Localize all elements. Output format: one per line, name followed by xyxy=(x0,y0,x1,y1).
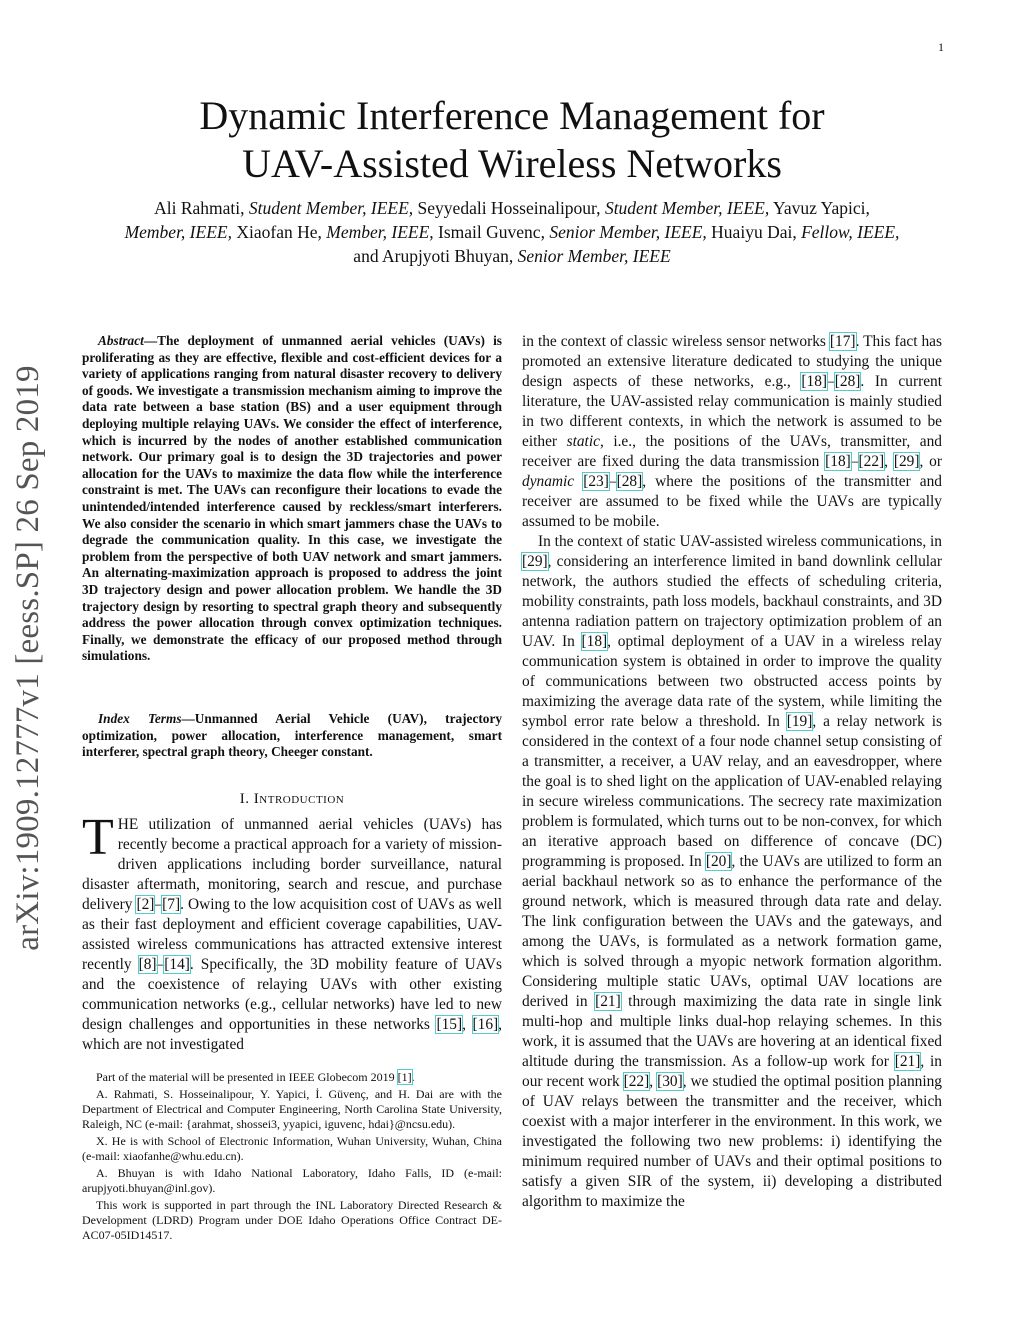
author-role: Senior Member, IEEE xyxy=(517,246,671,266)
citation-link[interactable]: [20] xyxy=(705,853,732,870)
arxiv-watermark: arXiv:1909.12777v1 [eess.SP] 26 Sep 2019 xyxy=(10,365,46,951)
citation-link[interactable]: [15] xyxy=(436,1016,463,1033)
author-role: Fellow, IEEE, xyxy=(801,222,900,242)
author-list xyxy=(85,196,939,268)
author-role: Member, IEEE, xyxy=(326,222,434,242)
text-run: . In current literature, the UAV-assisted relay communication is mainly studied in two different contexts, in which the network is assumed to be either xyxy=(522,373,942,450)
index-terms-label: Index Terms xyxy=(98,711,182,726)
text-run: – xyxy=(154,896,163,913)
citation-link[interactable]: [18] xyxy=(801,373,828,390)
text-run: , xyxy=(649,1073,658,1090)
text-run: – xyxy=(827,373,835,390)
footnotes xyxy=(82,1070,502,1245)
footnote: A. Bhuyan is with Idaho National Laboratory, Idaho Falls, ID (e-mail: arupjyoti.bhuyan@inl.gov). xyxy=(82,1166,502,1195)
text-run: , optimal deployment of a UAV in a wireless relay communication system is obtained in order to improve the quality of communications between two obstructed access points by maximizing the average data rate of the system, while limiting the symbol error rate below a threshold. In xyxy=(522,633,942,730)
text-run: . xyxy=(411,1070,415,1084)
citation-link[interactable]: [22] xyxy=(858,453,885,470)
author-name: Yavuz Yapici, xyxy=(772,198,870,218)
right-column xyxy=(522,332,942,1212)
abstract xyxy=(82,333,502,665)
text-run: , xyxy=(462,1016,473,1033)
author-role: Member, IEEE, xyxy=(124,222,232,242)
citation-link[interactable]: [19] xyxy=(786,713,813,730)
text-run: – xyxy=(850,453,859,470)
text-run: , considering an interference limited in band downlink cellular network, the authors studied the effects of scheduling criteria, mobility constraints, path loss models, backhaul constraints, and 3D antenna radiation pattern on trajectory optimization problem of an UAV. In xyxy=(522,553,942,650)
index-terms xyxy=(82,711,502,761)
citation-link[interactable]: [18] xyxy=(581,633,608,650)
author-name: Huaiyu Dai, xyxy=(711,222,797,242)
footnote: A. Rahmati, S. Hosseinalipour, Y. Yapici, İ. Güvenç, and H. Dai are with the Department of Electrical and Computer Engineering, North Carolina State University, Raleigh, NC (e-mail: {arahmat, shossei3, yyapici, iguvenc, hdai}@ncsu.edu). xyxy=(82,1087,502,1131)
text-run: HE utilization of unmanned aerial vehicles (UAVs) has recently become a practical approach for a variety of mission-driven applications including border surveillance, natural disaster aftermath, monitoring, search and rescue, and purchase delivery xyxy=(82,816,502,913)
author-role: Student Member, IEEE, xyxy=(248,198,414,218)
section-heading xyxy=(82,791,502,808)
text-run: , xyxy=(884,453,894,470)
emphasis: static xyxy=(566,433,600,450)
citation-link[interactable]: [17] xyxy=(829,333,856,350)
page-number: 1 xyxy=(938,40,944,54)
title-line-1: Dynamic Interference Management for xyxy=(199,93,825,138)
text-run: Part of the material will be presented in IEEE Globecom 2019 xyxy=(96,1070,398,1084)
paragraph xyxy=(522,332,942,532)
citation-link[interactable]: [18] xyxy=(825,453,851,470)
text-run: . Owing to the low acquisition cost of UAVs as well as their fast deployment and efficient coverage capabilities, UAV-assisted wireless communications has attracted extensive interest recently xyxy=(82,896,502,973)
text-run: , the UAVs are utilized to form an aerial backhaul network so as to enhance the performance of the ground network, which is measured through data rate and delay. The link configuration between the UAVs and the gateways, and among the UAVs, is formulated as a network formation game, which is solved through a myopic network formation algorithm. Considering multiple static UAVs, optimal UAV locations are derived in xyxy=(522,853,942,1010)
text-run: In the context of static UAV-assisted wireless communications, in xyxy=(538,533,942,550)
title-line-2: UAV-Assisted Wireless Networks xyxy=(242,141,782,186)
citation-link[interactable]: [29] xyxy=(893,453,920,470)
text-run: , or xyxy=(919,453,942,470)
author-name: Ali Rahmati, xyxy=(154,198,245,218)
text-run: . This fact has promoted an extensive literature dedicated to studying the unique design aspects of these networks, e.g., xyxy=(522,333,942,390)
citation-link[interactable]: [21] xyxy=(894,1053,921,1070)
author-name: Xiaofan He, xyxy=(236,222,322,242)
citation-link[interactable]: [7] xyxy=(162,896,181,913)
footnote: X. He is with School of Electronic Information, Wuhan University, Wuhan, China (e-mail: xiaofanhe@whu.edu.cn). xyxy=(82,1134,502,1163)
text-run: , a relay network is considered in the context of a four node channel setup consisting of a transmitter, a receiver, a UAV relay, and an eavesdropper, where the goal is to shed light on the application of UAV-enabled relaying in secure wireless communications. The secrecy rate maximization problem is formulated, which turns out to be non-convex, for which an iterative approach based on difference of concave (DC) programming is proposed. In xyxy=(522,713,942,870)
citation-link[interactable]: [21] xyxy=(595,993,621,1010)
drop-cap: T xyxy=(82,809,114,866)
emphasis: dynamic xyxy=(522,473,575,490)
text-run: – xyxy=(608,473,617,490)
text-run: , in our recent work xyxy=(522,1053,942,1090)
text-run: , where the positions of the transmitter and receiver are assumed to be fixed while the UAVs are typically assumed to be mobile. xyxy=(522,473,942,530)
author-role: Student Member, IEEE, xyxy=(604,198,770,218)
section-title: Introduction xyxy=(253,791,345,807)
paragraph xyxy=(522,532,942,1212)
text-run: . Specifically, the 3D mobility feature of UAVs and the coexistence of relaying UAVs with other existing communication networks (e.g., cellular networks) have led to new design challenges and opportunities in these networks xyxy=(82,956,502,1033)
citation-link[interactable]: [30] xyxy=(657,1073,683,1090)
citation-link[interactable]: [29] xyxy=(522,553,548,570)
citation-link[interactable]: [28] xyxy=(834,373,861,390)
text-run: in the context of classic wireless sensor networks xyxy=(522,333,830,350)
index-terms-body: —Unmanned Aerial Vehicle (UAV), trajectory optimization, power allocation, interference management, smart interferer, spectral graph theory, Cheeger constant. xyxy=(82,711,502,760)
citation-link[interactable]: [22] xyxy=(623,1073,650,1090)
footnote xyxy=(82,1070,502,1085)
text-run: , which are not investigated xyxy=(82,1016,503,1053)
intro-paragraph xyxy=(82,809,503,1055)
citation-link[interactable]: [1] xyxy=(397,1070,412,1084)
paper-title xyxy=(0,92,1024,188)
author-role: Senior Member, IEEE, xyxy=(549,222,707,242)
citation-link[interactable]: [2] xyxy=(136,896,155,913)
author-name: Ismail Guvenc, xyxy=(438,222,545,242)
citation-link[interactable]: [23] xyxy=(583,473,609,490)
author-name: Seyyedali Hosseinalipour, xyxy=(417,198,601,218)
citation-link[interactable]: [14] xyxy=(164,956,190,973)
abstract-label: Abstract xyxy=(98,333,144,348)
text-run xyxy=(574,473,583,490)
citation-link[interactable]: [16] xyxy=(472,1016,499,1033)
text-run: through maximizing the data rate in single link multi-hop and multiple links dual-hop relaying schemes. In this work, it is assumed that the UAVs are hovering at an identical fixed altitude during the transmission. As a follow-up work for xyxy=(522,993,942,1070)
section-number: I. xyxy=(239,791,254,807)
author-name: and Arupjyoti Bhuyan, xyxy=(353,246,514,266)
text-run: , i.e., the positions of the UAVs, transmitter, and receiver are fixed during the data transmission xyxy=(522,433,942,470)
text-run: – xyxy=(156,956,165,973)
text-run: , we studied the optimal position planning of UAV relays between the transmitter and the receiver, which coexist with a major interferer in the environment. In this work, we investigated the following two new problems: i) identifying the minimum required number of UAVs and their optimal positions to satisfy a given SIR of the system, ii) developing a distributed algorithm to maximize the xyxy=(522,1073,943,1210)
abstract-body: —The deployment of unmanned aerial vehicles (UAVs) is proliferating as they are effective, flexible and cost-efficient devices for a variety of applications ranging from natural disaster recovery to delivery of goods. We investigate a transmission mechanism aiming to improve the data rate between a base station (BS) and a user equipment through deploying multiple relaying UAVs. We consider the effect of interference, which is incurred by the nodes of another established communication network. Our primary goal is to design the 3D trajectories and power allocation for the UAVs to maximize the data flow while the interference constraint is met. The UAVs can reconfigure their locations to evade the unintended/intended interference caused by reckless/smart interferers. We also consider the scenario in which smart jammers chase the UAVs to degrade the communication quality. In this case, we investigate the problem from the perspective of both UAV network and smart jammers. An alternating-maximization approach is proposed to address the joint 3D trajectory design and power allocation problem. We handle the 3D trajectory design by resorting to spectral graph theory and subsequently address the power allocation through convex optimization techniques. Finally, we demonstrate the efficacy of our proposed method through simulations. xyxy=(82,333,502,664)
citation-link[interactable]: [8] xyxy=(138,956,157,973)
footnote: This work is supported in part through the INL Laboratory Directed Research & Development (LDRD) Program under DOE Idaho Operations Office Contract DE-AC07-05ID14517. xyxy=(82,1198,502,1242)
citation-link[interactable]: [28] xyxy=(616,473,643,490)
